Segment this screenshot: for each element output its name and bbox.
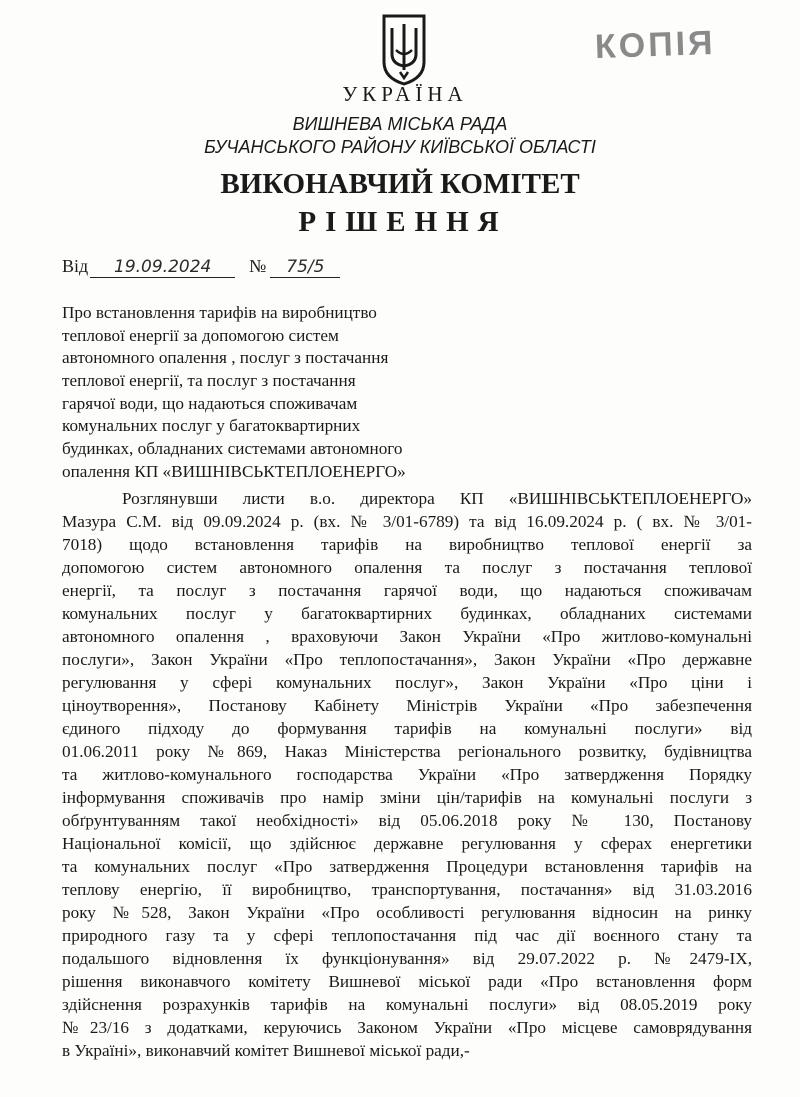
decision-title: РІШЕННЯ [298,206,508,238]
subject-line: будинках, обладнаних системами автономного [62,439,403,459]
body-line: обґрунтуванням такої необхідності» від 05.06.2018 року № 130, Постанову [62,811,752,830]
body-line: послуги», Закон України «Про теплопостачання», Закон України «Про державне [62,650,752,669]
subject-line: теплової енергії за допомогою систем [62,325,339,345]
subject-line: опалення КП «ВИШНІВСЬКТЕПЛОЕНЕРГО» [62,461,406,481]
council-name-line1: ВИШНЕВА МІСЬКА РАДА [292,114,508,134]
body-line: регулювання у сфері комунальних послуг», Закон України «Про ціни і [62,673,752,692]
body-line: подальшого відновлення їх функціонування» від 29.07.2022 р. №2479-IX, [62,949,752,968]
body-line: №23/16 з додатками, керуючись Законом України «Про місцеве самоврядування [62,1018,752,1037]
body-line: автономного опалення , враховуючи Закон України «Про житлово-комунальні [62,627,752,646]
copy-stamp: КОПІЯ [594,23,717,67]
subject-line: гарячої води, що надаються споживачам [62,393,358,413]
council-name-line2: БУЧАНСЬКОГО РАЙОНУ КИЇВСЬКОЇ ОБЛАСТІ [204,137,596,157]
body-line: в Україні», виконавчий комітет Вишневої міської ради,- [62,1041,470,1060]
body-line: інформування споживачів про намір зміни цін/тарифів на комунальні послуги з [62,788,752,807]
number-label: № [249,256,267,276]
body-line: єдиного підходу до формування тарифів на комунальні послуги» від [62,719,752,738]
body-line: Розглянувши листи в.о. директора КП «ВИШНІВСЬКТЕПЛОЕНЕРГО» [122,489,752,508]
coat-of-arms-icon [381,14,427,86]
decision-body [62,487,752,1062]
body-line: ціноутворення», Постанову Кабінету Міністрів України «Про забезпечення [62,696,752,715]
body-line: та комунальних послуг «Про затвердження Процедури встановлення тарифів на [62,857,752,876]
date-label: Від [62,256,89,276]
body-line: та житлово-комунального господарства України «Про затвердження Порядку [62,765,752,784]
body-line: рішення виконавчого комітету Вишневої міської ради «Про встановлення форм [62,972,752,991]
body-line: здійснення розрахунків тарифів на комунальні послуги» від 08.05.2019 року [62,995,752,1014]
body-line: 7018) щодо встановлення тарифів на виробництво теплової енергії за [62,535,752,554]
body-line: природного газу та у сфері теплопостачання під час дії воєнного стану та [62,926,752,945]
decision-date: 19.09.2024 [90,257,235,278]
committee-title: ВИКОНАВЧИЙ КОМІТЕТ [220,168,580,200]
decision-number: 75/5 [270,257,340,278]
subject-line: комунальних послуг у багатоквартирних [62,416,361,436]
country-name: УКРАЇНА [342,82,468,106]
dateline [62,256,340,278]
subject-line: теплової енергії, та послуг з постачання [62,371,356,391]
body-line: енергії, та послуг з постачання гарячої води, що надаються споживачам [62,581,752,600]
body-line: Мазура С.М. від 09.09.2024 р. (вх. № 3/01-6789) та від 16.09.2024 р. ( вх. № 3/01- [62,512,752,531]
body-line: допомогою систем автономного опалення та послуг з постачання теплової [62,558,752,577]
body-line: теплову енергію, її виробництво, транспортування, постачання» від 31.03.2016 [62,880,752,899]
decision-subject [62,302,442,484]
body-line: Національної комісії, що здійснює державне регулювання у сферах енергетики [62,834,752,853]
body-line: комунальних послуг у багатоквартирних будинках, обладнаних системами [62,604,752,623]
subject-line: автономного опалення , послуг з постачання [62,348,389,368]
subject-line: Про встановлення тарифів на виробництво [62,303,377,322]
body-line: року №528, Закон України «Про особливості регулювання відносин на ринку [62,903,752,922]
body-line: 01.06.2011 року №869, Наказ Міністерства регіонального розвитку, будівництва [62,742,752,761]
